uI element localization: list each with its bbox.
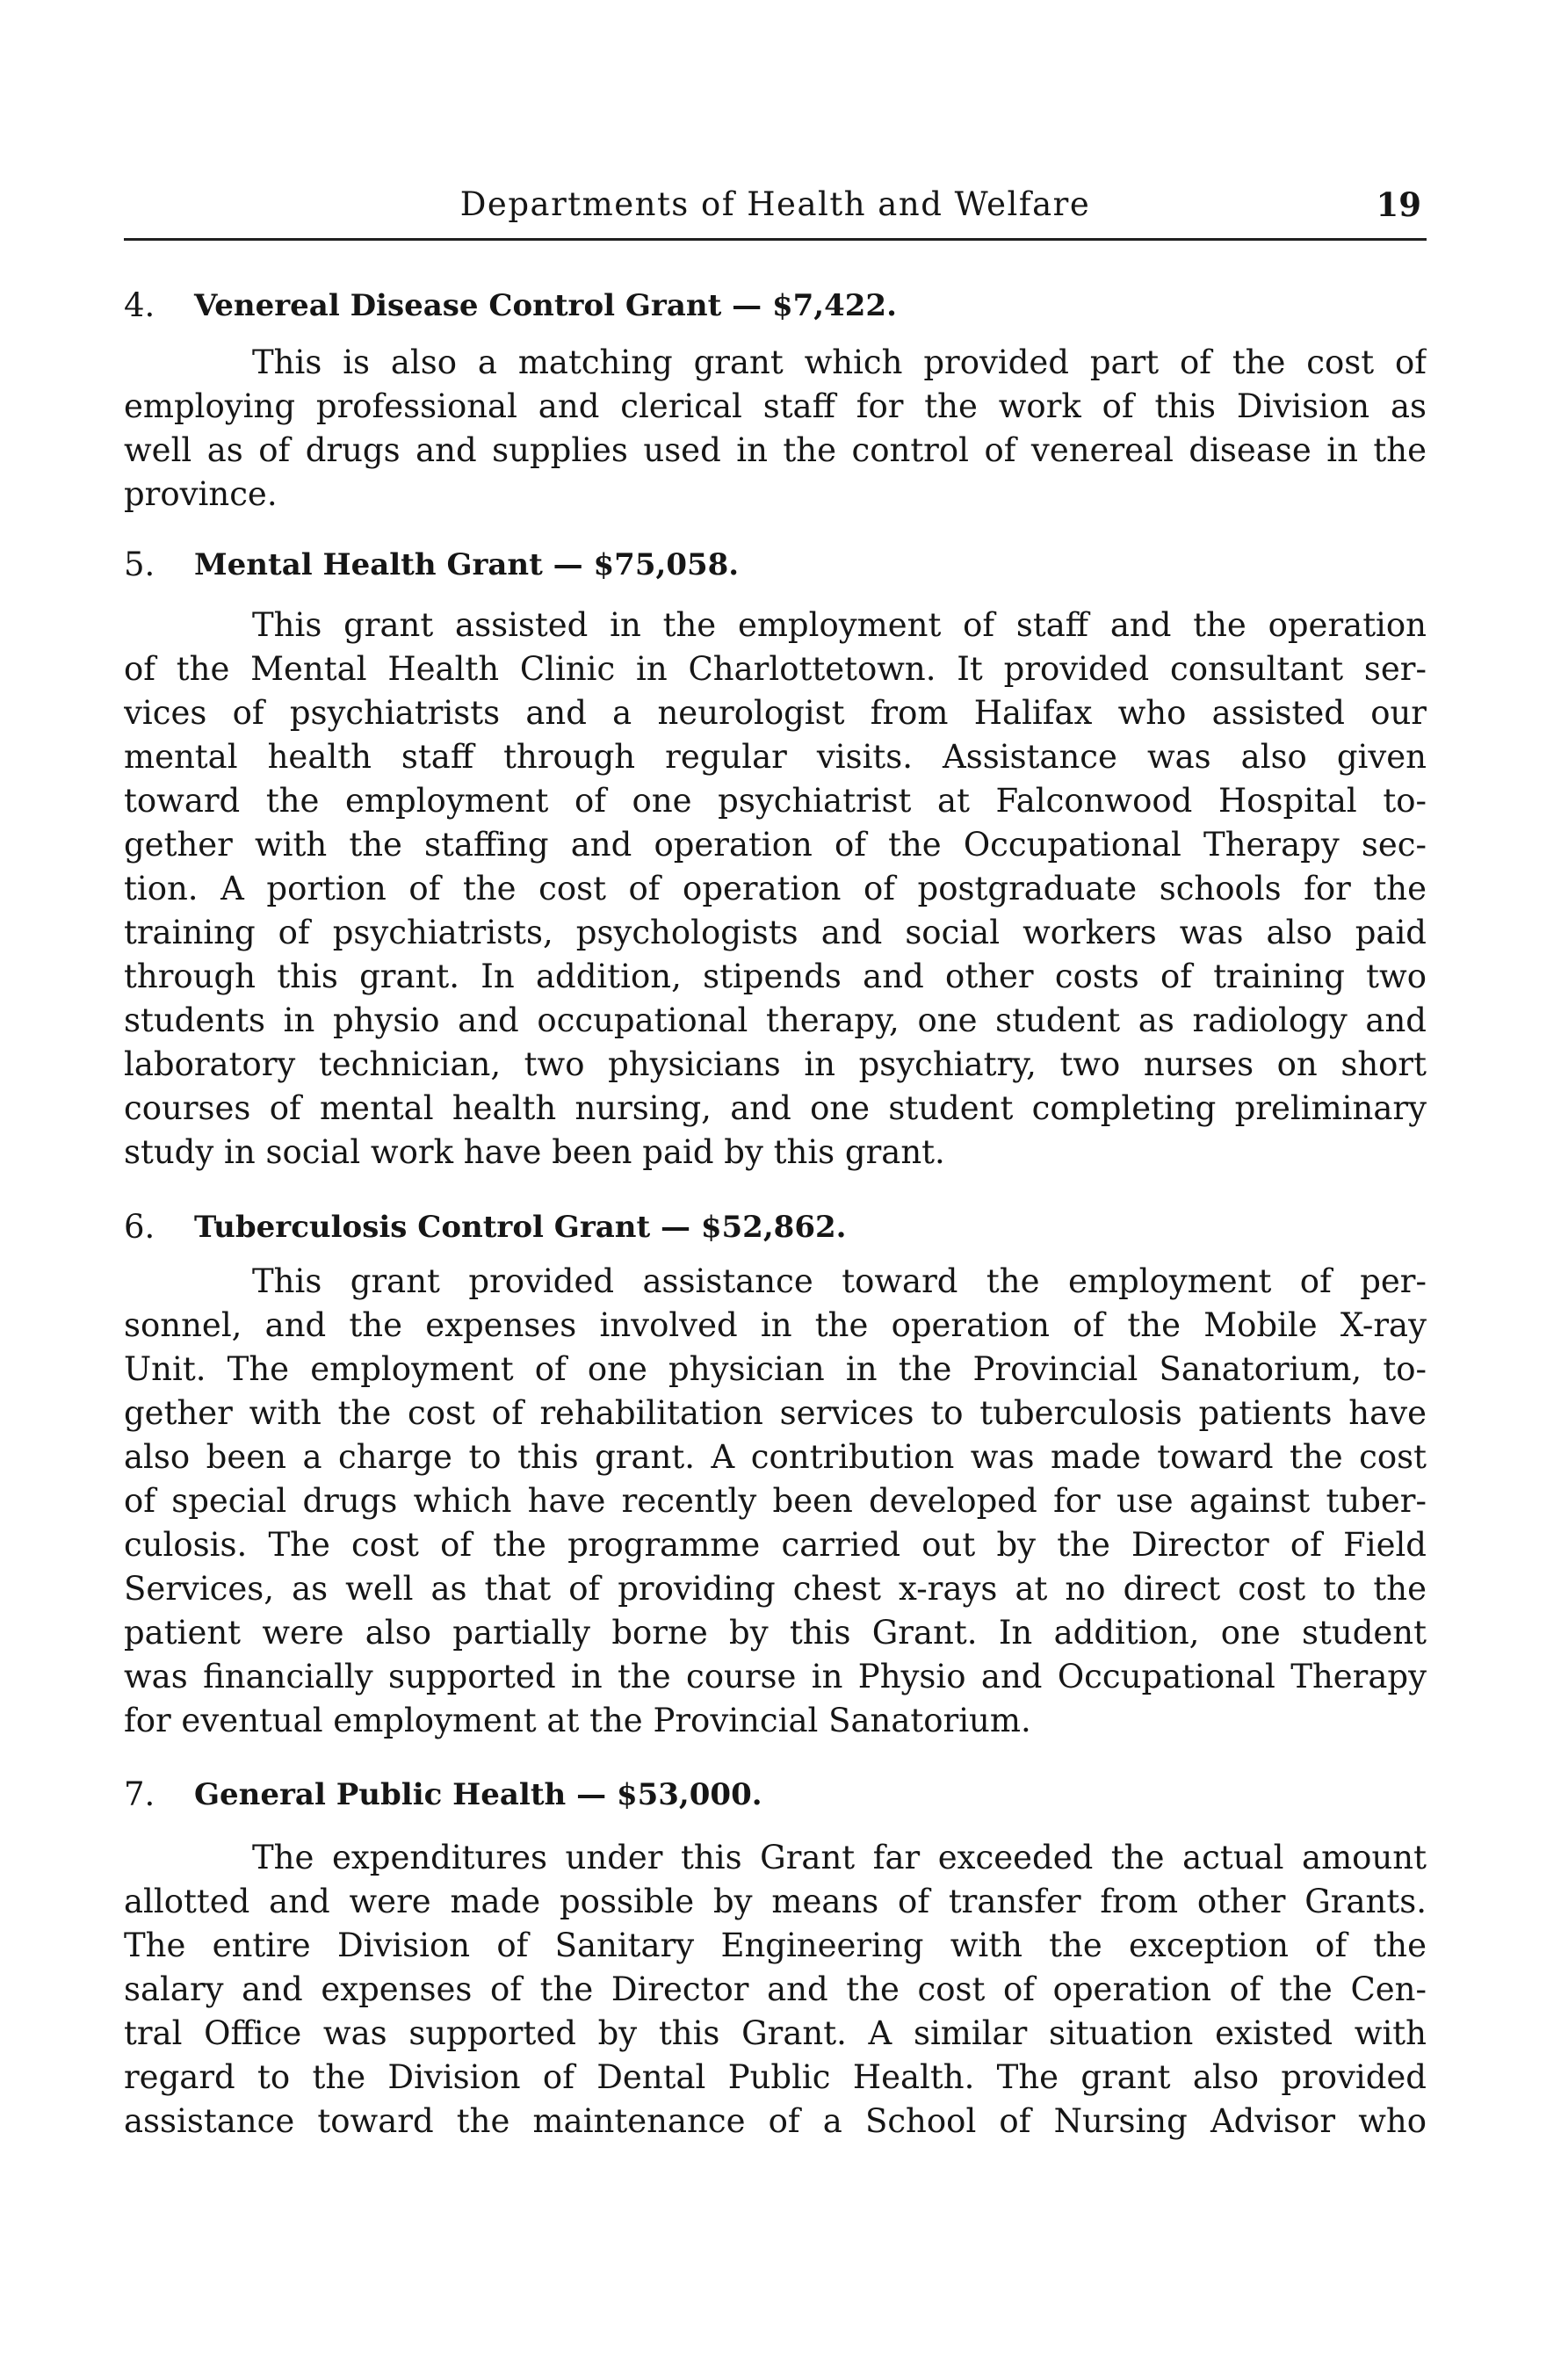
paragraph-line: of special drugs which have recently been developed for use against tuber-: [124, 1482, 1427, 1520]
paragraph-line: assistance toward the maintenance of a School of Nursing Advisor who: [124, 2102, 1427, 2140]
paragraph-line: for eventual employment at the Provincial Sanatorium.: [124, 1702, 1031, 1739]
paragraph-line: tral Office was supported by this Grant. A similar situation existed with: [124, 2014, 1427, 2052]
paragraph-line: sonnel, and the expenses involved in the operation of the Mobile X-ray: [124, 1306, 1427, 1344]
section-7-paragraph: [124, 1836, 1427, 2144]
running-header: [124, 183, 1427, 227]
paragraph-line: culosis. The cost of the programme carried out by the Director of Field: [124, 1526, 1427, 1564]
paragraph-line: vices of psychiatrists and a neurologist from Halifax who assisted our: [124, 694, 1427, 732]
section-number: 6.: [124, 1208, 155, 1246]
paragraph-line: This grant assisted in the employment of staff and the operation: [252, 606, 1427, 644]
section-title: General Public Health — $53,000.: [194, 1777, 762, 1812]
page-number: 19: [1376, 185, 1421, 224]
section-heading-4: [124, 284, 1427, 328]
section-title: Mental Health Grant — $75,058.: [194, 547, 740, 582]
paragraph-line: toward the employment of one psychiatrist at Falconwood Hospital to-: [124, 782, 1427, 820]
paragraph-line: of the Mental Health Clinic in Charlottetown. It provided consultant ser-: [124, 650, 1427, 688]
section-number: 4.: [124, 286, 155, 324]
paragraph-line: tion. A portion of the cost of operation of postgraduate schools for the: [124, 870, 1427, 907]
section-5-paragraph: [124, 604, 1427, 1175]
paragraph-line: gether with the staffing and operation of the Occupational Therapy sec-: [124, 826, 1427, 864]
paragraph-line: gether with the cost of rehabilitation services to tuberculosis patients have: [124, 1394, 1427, 1432]
paragraph-line: training of psychiatrists, psychologists and social workers was also paid: [124, 914, 1427, 951]
paragraph-line: well as of drugs and supplies used in the control of venereal disease in the: [124, 431, 1427, 469]
running-header-title: Departments of Health and Welfare: [459, 185, 1091, 223]
section-4-paragraph: [124, 341, 1427, 517]
paragraph-line: regard to the Division of Dental Public Health. The grant also provided: [124, 2058, 1427, 2096]
paragraph-line: employing professional and clerical staff for the work of this Division as: [124, 387, 1427, 425]
paragraph-line: allotted and were made possible by means of transfer from other Grants.: [124, 1883, 1427, 1920]
paragraph-line: salary and expenses of the Director and the cost of operation of the Cen-: [124, 1970, 1427, 2008]
paragraph-line: Unit. The employment of one physician in the Provincial Sanatorium, to-: [124, 1350, 1427, 1388]
paragraph-line: through this grant. In addition, stipends and other costs of training two: [124, 958, 1427, 995]
section-heading-5: [124, 543, 1427, 587]
section-title: Tuberculosis Control Grant — $52,862.: [194, 1210, 847, 1245]
section-6-paragraph: [124, 1260, 1427, 1743]
section-heading-7: [124, 1773, 1427, 1817]
paragraph-line: mental health staff through regular visits. Assistance was also given: [124, 738, 1427, 776]
section-number: 5.: [124, 546, 155, 583]
paragraph-line: This is also a matching grant which provided part of the cost of: [252, 343, 1427, 381]
section-title: Venereal Disease Control Grant — $7,422.: [194, 288, 897, 323]
section-heading-6: [124, 1205, 1427, 1249]
paragraph-line: Services, as well as that of providing chest x-rays at no direct cost to the: [124, 1570, 1427, 1608]
header-rule: [124, 238, 1427, 241]
paragraph-line: province.: [124, 475, 278, 513]
paragraph-line: This grant provided assistance toward the employment of per-: [252, 1262, 1427, 1300]
section-number: 7.: [124, 1775, 155, 1813]
paragraph-line: patient were also partially borne by this Grant. In addition, one student: [124, 1614, 1427, 1652]
paragraph-line: The entire Division of Sanitary Engineering with the exception of the: [124, 1927, 1427, 1964]
paragraph-line: students in physio and occupational therapy, one student as radiology and: [124, 1001, 1427, 1039]
paragraph-line: The expenditures under this Grant far exceeded the actual amount: [252, 1839, 1427, 1876]
paragraph-line: study in social work have been paid by this grant.: [124, 1133, 945, 1171]
paragraph-line: also been a charge to this grant. A contribution was made toward the cost: [124, 1438, 1427, 1476]
paragraph-line: was financially supported in the course in Physio and Occupational Therapy: [124, 1658, 1427, 1695]
paragraph-line: laboratory technician, two physicians in psychiatry, two nurses on short: [124, 1045, 1427, 1083]
paragraph-line: courses of mental health nursing, and one student completing preliminary: [124, 1089, 1427, 1127]
